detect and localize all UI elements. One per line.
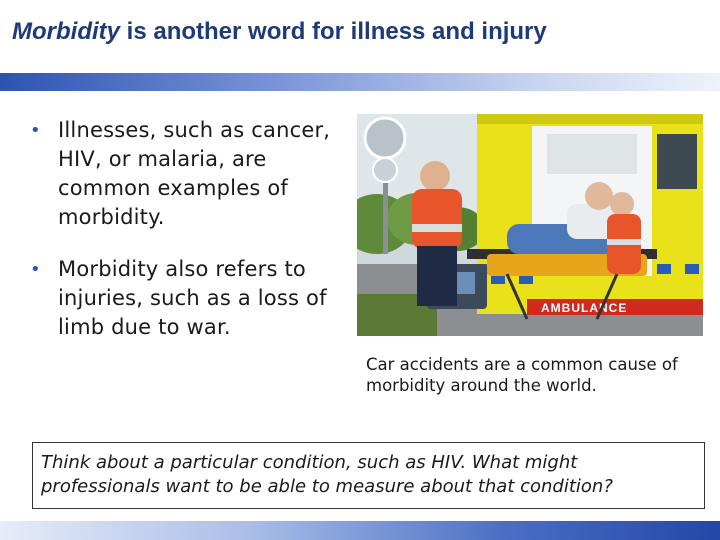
bullet-marker: •	[30, 120, 41, 141]
ambulance-photo-illustration	[357, 114, 703, 336]
slide-title	[12, 18, 547, 46]
title-rest: is another word for illness and injury	[120, 18, 547, 45]
ambulance-sign-text: AMBULANCE	[541, 301, 628, 315]
discussion-prompt-text: Think about a particular condition, such as HIV. What might professionals want to be able to measure about that condition?	[41, 452, 613, 497]
bullet-text: Illnesses, such as cancer, HIV, or malaria, are common examples of morbidity.	[58, 118, 331, 229]
bullet-list	[30, 116, 350, 365]
title-italic-word: Morbidity	[12, 18, 120, 45]
bullet-item-injuries	[30, 255, 350, 342]
title-gradient-bar	[0, 73, 720, 91]
photo-caption: Car accidents are a common cause of morbidity around the world.	[366, 355, 678, 395]
ambulance-photo	[357, 114, 703, 336]
discussion-prompt-box	[32, 442, 705, 509]
footer-gradient-bar	[0, 521, 720, 540]
bullet-text: Morbidity also refers to injuries, such as a loss of limb due to war.	[58, 257, 327, 339]
bullet-item-illnesses	[30, 116, 350, 232]
bullet-marker: •	[30, 259, 41, 280]
